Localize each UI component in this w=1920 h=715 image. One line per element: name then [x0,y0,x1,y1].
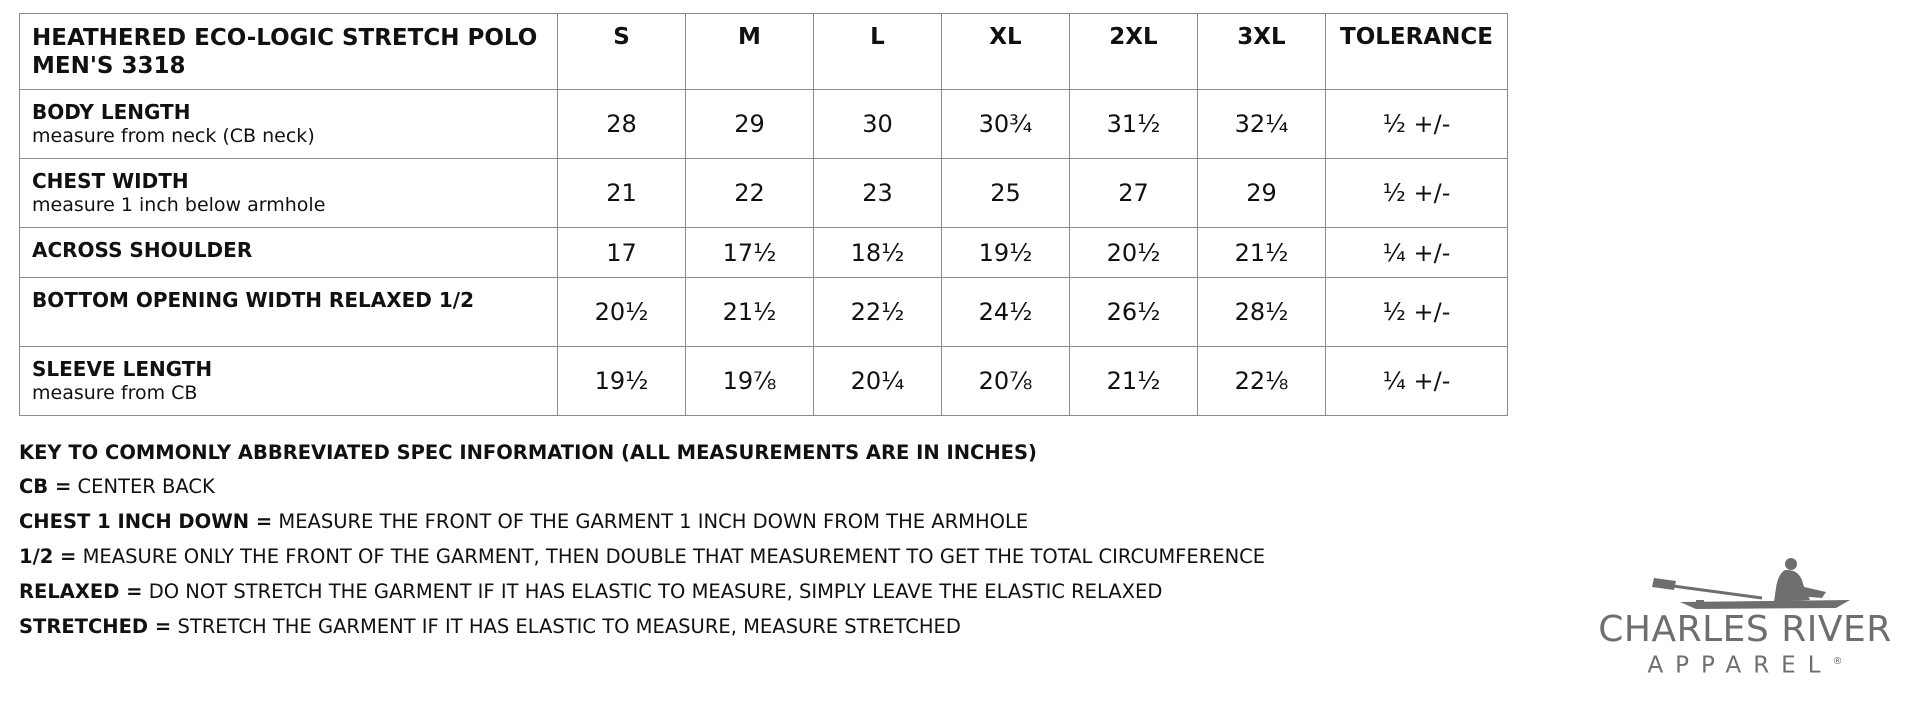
table-cell: 17½ [686,228,814,278]
key-item-stretched [19,615,1479,650]
row-title: BOTTOM OPENING WIDTH RELAXED 1/2 [32,288,474,312]
key-term: CB = [19,475,72,498]
brand-logo [1590,556,1900,679]
key-term: STRETCHED = [19,615,172,638]
table-cell: 19½ [558,347,686,416]
row-label [20,278,558,347]
key-definition: STRETCH THE GARMENT IF IT HAS ELASTIC TO MEASURE, MEASURE STRETCHED [177,615,961,638]
table-cell: 25 [942,159,1070,228]
table-row-across-shoulder [20,228,1508,278]
key-definition: MEASURE THE FRONT OF THE GARMENT 1 INCH DOWN FROM THE ARMHOLE [278,510,1029,533]
row-label [20,228,558,278]
table-cell: 20¼ [814,347,942,416]
table-cell: 23 [814,159,942,228]
table-cell: 22½ [814,278,942,347]
table-cell: 17 [558,228,686,278]
table-cell: 20½ [558,278,686,347]
table-row-body-length [20,90,1508,159]
size-spec-table [19,13,1508,416]
key-item-relaxed [19,580,1479,615]
key-term: RELAXED = [19,580,143,603]
table-row-bottom-opening [20,278,1508,347]
table-row-sleeve-length [20,347,1508,416]
row-label [20,347,558,416]
tolerance-cell: ½ +/- [1326,90,1508,159]
table-cell: 21½ [686,278,814,347]
product-style-number: MEN'S 3318 [32,52,186,79]
row-title: CHEST WIDTH [32,169,189,193]
table-cell: 18½ [814,228,942,278]
row-title: BODY LENGTH [32,100,191,124]
brand-name: CHARLES RIVER [1598,609,1892,650]
table-row-chest-width [20,159,1508,228]
key-term: 1/2 = [19,545,77,568]
table-cell: 22⅛ [1198,347,1326,416]
table-cell: 19½ [942,228,1070,278]
table-cell: 30¾ [942,90,1070,159]
table-cell: 22 [686,159,814,228]
key-item-chest [19,510,1479,545]
tolerance-cell: ½ +/- [1326,159,1508,228]
column-header-xl: XL [942,14,1070,90]
table-cell: 19⅞ [686,347,814,416]
column-header-3xl: 3XL [1198,14,1326,90]
key-heading: KEY TO COMMONLY ABBREVIATED SPEC INFORMATION (ALL MEASUREMENTS ARE IN INCHES) [19,441,1037,464]
table-cell: 29 [1198,159,1326,228]
table-cell: 21 [558,159,686,228]
tolerance-cell: ½ +/- [1326,278,1508,347]
key-term: CHEST 1 INCH DOWN = [19,510,273,533]
key-definition: DO NOT STRETCH THE GARMENT IF IT HAS ELASTIC TO MEASURE, SIMPLY LEAVE THE ELASTIC RELAXED [148,580,1163,603]
row-label [20,90,558,159]
brand-subname-text: APPAREL [1647,652,1833,679]
row-label [20,159,558,228]
abbreviation-key [19,441,1479,650]
row-note: measure 1 inch below armhole [32,194,326,216]
product-title-cell [20,14,558,90]
registered-mark: ® [1832,656,1843,667]
column-header-m: M [686,14,814,90]
table-cell: 29 [686,90,814,159]
column-header-s: S [558,14,686,90]
column-header-2xl: 2XL [1070,14,1198,90]
table-cell: 21½ [1070,347,1198,416]
table-cell: 28 [558,90,686,159]
key-definition: CENTER BACK [77,475,215,498]
table-cell: 21½ [1198,228,1326,278]
table-cell: 28½ [1198,278,1326,347]
row-title: ACROSS SHOULDER [32,238,253,262]
table-cell: 31½ [1070,90,1198,159]
rower-icon [1650,556,1850,612]
row-note: measure from CB [32,382,198,404]
table-cell: 27 [1070,159,1198,228]
product-title: HEATHERED ECO-LOGIC STRETCH POLO [32,24,538,51]
table-cell: 20⅞ [942,347,1070,416]
table-header-row [20,14,1508,90]
tolerance-cell: ¼ +/- [1326,347,1508,416]
tolerance-cell: ¼ +/- [1326,228,1508,278]
table-cell: 26½ [1070,278,1198,347]
row-title: SLEEVE LENGTH [32,357,213,381]
key-definition: MEASURE ONLY THE FRONT OF THE GARMENT, THEN DOUBLE THAT MEASUREMENT TO GET THE TOTAL CIRCUMFERENCE [82,545,1266,568]
table-cell: 30 [814,90,942,159]
key-item-half [19,545,1479,580]
table-cell: 24½ [942,278,1070,347]
column-header-tolerance: TOLERANCE [1326,14,1508,90]
column-header-l: L [814,14,942,90]
table-cell: 32¼ [1198,90,1326,159]
key-item-cb [19,475,1479,510]
table-cell: 20½ [1070,228,1198,278]
brand-subname [1590,649,1900,679]
row-note: measure from neck (CB neck) [32,125,315,147]
